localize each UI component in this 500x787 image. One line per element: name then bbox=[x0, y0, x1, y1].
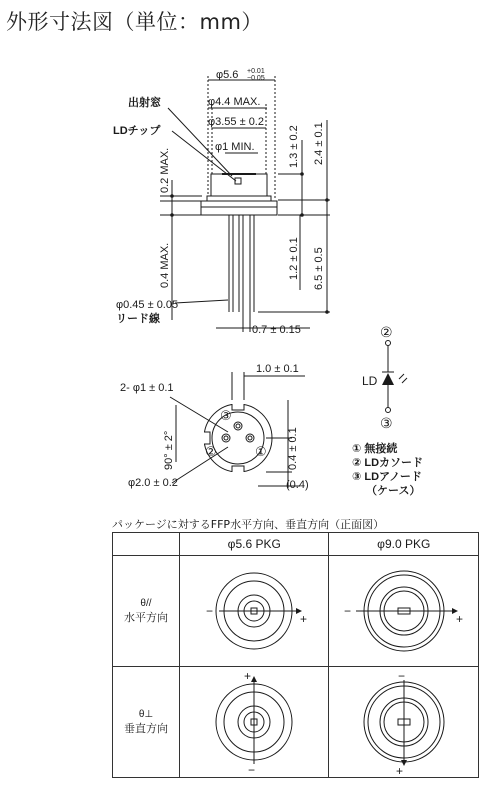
ffp-table bbox=[112, 532, 479, 778]
dim-outer-dia: φ5.6 bbox=[216, 69, 239, 81]
ffp-cell-5-6-horizontal bbox=[179, 556, 329, 667]
ffp-col-header-5-6: φ5.6 PKG bbox=[179, 533, 329, 556]
dim-window-dia: φ4.4 MAX. bbox=[208, 96, 261, 108]
ffp-cell-9-0-vertical bbox=[329, 667, 479, 778]
minus-sign: − bbox=[248, 763, 256, 776]
ffp-5-6-vertical-diagram bbox=[184, 668, 324, 776]
ld-circuit-symbol bbox=[345, 320, 465, 500]
dim-holes: 2- φ1 ± 0.1 bbox=[120, 382, 174, 394]
dim-outer-tol-lower: −0.05 bbox=[247, 75, 265, 82]
legend-item-3: ③ LDアノード bbox=[352, 471, 422, 483]
ffp-9-0-horizontal-diagram bbox=[334, 561, 474, 661]
page-title: 外形寸法図（単位：mm） bbox=[6, 10, 263, 34]
dim-h-0-4: 0.4 MAX. bbox=[159, 242, 171, 288]
pin-1-label: ① bbox=[255, 444, 267, 459]
legend-item-4: （ケース） bbox=[366, 485, 421, 497]
dim-angle: 90° ± 2° bbox=[163, 430, 175, 470]
legend-item-2: ② LDカソード bbox=[352, 457, 424, 469]
pin-3-label: ③ bbox=[220, 408, 232, 423]
ffp-corner-cell bbox=[113, 533, 180, 556]
label-ld-chip: LDチップ bbox=[113, 125, 161, 137]
plus-sign: + bbox=[395, 764, 403, 776]
plus-sign: + bbox=[300, 612, 308, 626]
label-lead: リード線 bbox=[116, 313, 160, 325]
ffp-row-head-vertical bbox=[113, 667, 180, 778]
dim-1-0: 1.0 ± 0.1 bbox=[256, 363, 299, 375]
ffp-col-header-9-0: φ9.0 PKG bbox=[329, 533, 479, 556]
minus-sign: − bbox=[343, 604, 351, 618]
legend-item-1: ① 無接続 bbox=[352, 443, 398, 455]
ffp-5-6-horizontal-diagram bbox=[184, 561, 324, 661]
dim-h-6-5: 6.5 ± 0.5 bbox=[313, 247, 325, 290]
circuit-ld-label: LD bbox=[362, 374, 378, 388]
theta-perp-symbol: θ⊥ bbox=[138, 709, 154, 720]
theta-parallel-symbol: θ// bbox=[140, 598, 152, 609]
dim-h-2-4: 2.4 ± 0.1 bbox=[313, 122, 325, 165]
circuit-pin-top: ② bbox=[380, 324, 393, 340]
dim-h-1-2: 1.2 ± 0.1 bbox=[288, 237, 300, 280]
ffp-row-head-horizontal bbox=[113, 556, 180, 667]
ffp-cell-9-0-horizontal bbox=[329, 556, 479, 667]
diode-icon bbox=[382, 373, 394, 385]
ffp-row-vertical bbox=[113, 667, 479, 778]
minus-sign: − bbox=[206, 604, 214, 618]
dim-h-0-2: 0.2 MAX. bbox=[159, 147, 171, 193]
ffp-header-row bbox=[113, 533, 479, 556]
pin-2-label: ② bbox=[205, 444, 217, 459]
dim-pcd: φ2.0 ± 0.2 bbox=[128, 477, 178, 489]
minus-sign: − bbox=[397, 669, 405, 683]
row-label-horizontal: 水平方向 bbox=[123, 612, 168, 624]
dim-cap-dia: φ3.55 ± 0.2 bbox=[208, 116, 264, 128]
dim-0-4: 0.4 ± 0.1 bbox=[287, 427, 299, 470]
plus-sign: + bbox=[244, 669, 252, 683]
dim-lead-pitch: 0.7 ± 0.15 bbox=[252, 324, 301, 336]
ffp-9-0-vertical-diagram bbox=[334, 668, 474, 776]
ffp-title: パッケージに対するFFP水平方向、垂直方向（正面図） bbox=[112, 518, 385, 531]
plus-sign: + bbox=[455, 612, 463, 626]
circuit-pin-bottom: ③ bbox=[380, 415, 393, 431]
row-label-vertical: 垂直方向 bbox=[123, 723, 168, 735]
dim-outer-tol-upper: +0.01 bbox=[247, 68, 265, 75]
dim-lead-dia: φ0.45 ± 0.05 bbox=[116, 299, 179, 311]
ffp-cell-5-6-vertical bbox=[179, 667, 329, 778]
ffp-row-horizontal bbox=[113, 556, 479, 667]
dim-h-1-3: 1.3 ± 0.2 bbox=[288, 125, 300, 168]
dim-min-dia: φ1 MIN. bbox=[215, 141, 255, 153]
label-window: 出射窓 bbox=[128, 97, 161, 109]
dim-0-4-ref: (0.4) bbox=[286, 479, 309, 491]
